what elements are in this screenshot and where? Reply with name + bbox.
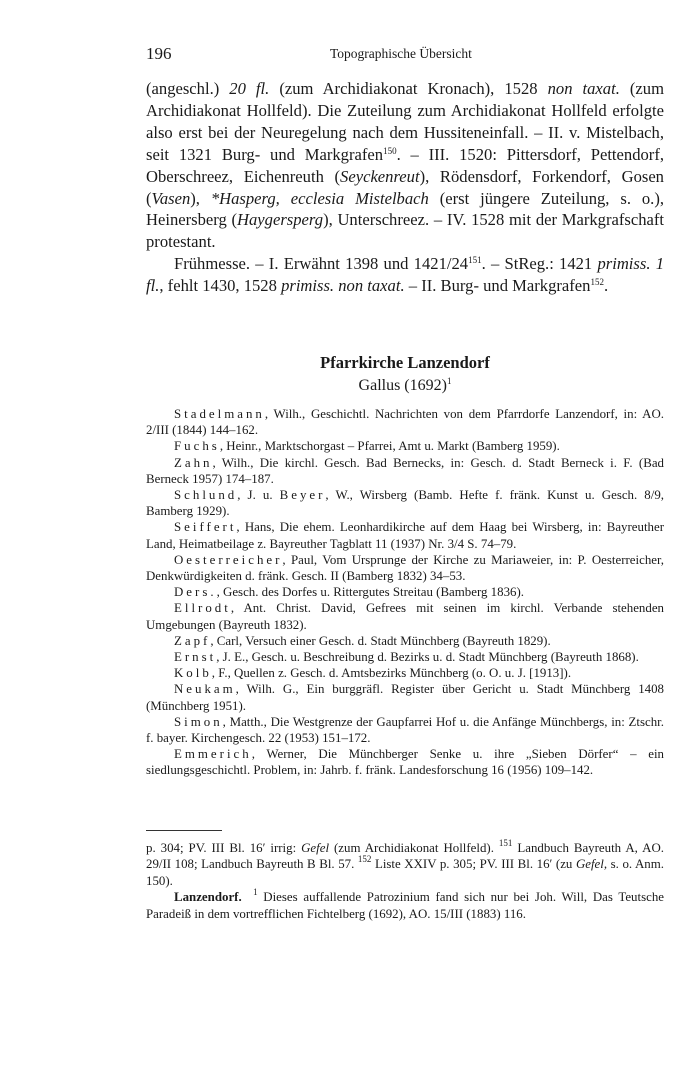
bibliography-entry bbox=[146, 438, 664, 454]
text-run: Frühmesse. – I. Erwähnt 1398 und 1421/24 bbox=[174, 254, 469, 274]
bibliography-details: , Wilh., Die kirchl. Gesch. Bad Bernecks, in: Gesch. d. Stadt Berneck i. F. (Bad Berneck 1957) 174–187. bbox=[146, 455, 664, 486]
bibliography-details: , Matth., Die Westgrenze der Gaupfarrei Hof u. die Anfänge Münchbergs, in: Ztschr. f. bayer. Kirchengesch. 22 (1953) 151–172. bbox=[146, 714, 664, 746]
bibliography-entry bbox=[146, 552, 664, 584]
text-run: 20 fl. bbox=[229, 79, 270, 98]
bibliography-entry bbox=[146, 633, 664, 649]
text-run: s. o. Anm. 150). bbox=[146, 857, 664, 888]
footnote-heading: Lanzendorf. bbox=[174, 890, 242, 905]
bibliography-entry bbox=[146, 665, 664, 681]
text-run: Vasen bbox=[151, 188, 191, 208]
bibliography-author: Kolb bbox=[174, 666, 212, 681]
bibliography-author: Ders. bbox=[174, 585, 217, 600]
text-run: Landbuch Bayreuth A, AO. 29/II 108; Landbuch Bayreuth B Bl. 57. bbox=[146, 841, 664, 872]
footnote-ref: 1 bbox=[446, 376, 452, 386]
footnote-ref: 151 bbox=[468, 255, 482, 266]
bibliography-entry bbox=[146, 406, 664, 438]
text-run: Dieses auffallende Patrozinium fand sich nur bei Joh. Will, Das Teutsche Paradeiß in dem vortrefflichen Fichtelberg (1692), AO. 15/III (1883) 116. bbox=[146, 890, 664, 921]
patrocinium: Gallus (1692) bbox=[358, 377, 447, 394]
bibliography-author: Beyer bbox=[279, 488, 326, 503]
text-run: . bbox=[603, 276, 609, 296]
text-run: *Hasperg, ecclesia Mistelbach bbox=[210, 188, 429, 208]
bibliography-details: , F., Quellen z. Gesch. d. Amtsbezirks Münchberg (o. O. u. J. [1913]). bbox=[211, 666, 572, 681]
bibliography-details: , Wilh., Geschichtl. Nachrichten von dem Pfarrdorfe Lanzendorf, in: AO. 2/III (1844) 144–162. bbox=[146, 407, 664, 438]
footnote-number: 152 bbox=[357, 854, 372, 865]
footnote-paragraph bbox=[146, 840, 664, 889]
bibliography-entry bbox=[146, 584, 664, 600]
bibliography-details: , Werner, Die Münchberger Senke u. ihre „Sieben Dörfer“ – ein siedlungsgeschichtl. Problem, in: Jahrb. f. fränk. Landesforschung 16 (1956) 109–142. bbox=[146, 747, 664, 778]
footnote-number: 151 bbox=[498, 838, 513, 848]
text-run: , fehlt 1430, 1528 bbox=[159, 276, 282, 296]
bibliography-details: , Carl, Versuch einer Gesch. d. Stadt Münchberg (Bayreuth 1829). bbox=[210, 633, 551, 648]
footnote-ref: 150 bbox=[383, 145, 397, 156]
upper-text-block bbox=[146, 78, 664, 297]
bibliography-author: Zahn bbox=[174, 455, 213, 470]
bibliography-author: Oesterreicher bbox=[174, 552, 283, 567]
section-subtitle bbox=[146, 377, 664, 395]
text-run: ), bbox=[190, 188, 211, 208]
bibliography-details: , Hans, Die ehem. Leonhardikirche auf dem Haag bei Wirsberg, in: Bayreuther Land, Heimatbeilage z. Bayreuther Tagblatt 11 (1937) Nr. 3/4 S. 74–79. bbox=[146, 520, 664, 551]
bibliography-author: Seiffert bbox=[174, 520, 237, 535]
paragraph-mistelbach bbox=[146, 78, 664, 253]
text-run: (erst jüngere Zuteilung, s. o.), Heinersberg ( bbox=[146, 188, 664, 230]
bibliography-list bbox=[146, 406, 664, 779]
footnotes-block bbox=[146, 840, 664, 922]
paragraph-fruehmesse bbox=[146, 253, 664, 297]
text-run: Liste XXIV p. 305; PV. III Bl. 16′ (zu bbox=[371, 857, 576, 872]
bibliography-author: Simon bbox=[174, 714, 223, 729]
text-run: (zum Archidiakonat Hollfeld). bbox=[329, 841, 499, 855]
bibliography-entry bbox=[146, 746, 664, 778]
text-run: Haygersperg bbox=[237, 210, 324, 230]
text-run: (angeschl.) bbox=[146, 79, 230, 98]
bibliography-author: Emmerich bbox=[174, 747, 252, 762]
text-run: non taxat. bbox=[547, 79, 620, 98]
text-run: Seyckenreut bbox=[340, 166, 420, 186]
text-run: ), Unterschreez. – IV. 1528 mit der Markgrafschaft protestant. bbox=[146, 210, 664, 252]
text-run: Gefel, bbox=[575, 857, 608, 872]
text-run: primiss. 1 fl. bbox=[146, 254, 664, 296]
footnote-rule bbox=[146, 830, 222, 831]
bibliography-details: , Ant. Christ. David, Gefrees mit seinen im kirchl. Verbande stehenden Umgebungen (Bayreuth 1832). bbox=[146, 601, 664, 632]
bibliography-author: Ernst bbox=[174, 650, 217, 665]
bibliography-details: , Heinr., Marktschorgast – Pfarrei, Amt u. Markt (Bamberg 1959). bbox=[219, 439, 560, 454]
text-run: ), Rödensdorf, Forkendorf, Gosen ( bbox=[146, 166, 664, 208]
bibliography-details: , Paul, Vom Ursprunge der Kirche zu Mariaweier, in: P. Oesterreicher, Denkwürdigkeiten d. fränk. Gesch. II (Bamberg 1832) 34–53. bbox=[146, 552, 664, 584]
page-number: 196 bbox=[146, 44, 172, 63]
bibliography-author: Schlund bbox=[174, 488, 238, 503]
bibliography-author: Zapf bbox=[174, 633, 211, 648]
bibliography-details: , Wilh. G., Ein burggräfl. Register über Gericht u. Stadt Münchberg 1408 (Münchberg 1951). bbox=[146, 682, 664, 713]
bibliography-entry bbox=[146, 649, 664, 665]
bibliography-entry bbox=[146, 600, 664, 632]
bibliography-author: Ellrodt bbox=[174, 601, 231, 616]
text-run: Gefel bbox=[301, 841, 330, 855]
bibliography-author: Neukam bbox=[174, 682, 236, 697]
bibliography-author: Stadelmann bbox=[174, 407, 265, 421]
section-title: Pfarrkirche Lanzendorf bbox=[320, 353, 490, 372]
text-run: primiss. non taxat. bbox=[281, 276, 405, 296]
bibliography-details: , W., Wirsberg (Bamb. Hefte f. fränk. Kunst u. Gesch. 8/9, Bamberg 1929). bbox=[146, 488, 664, 519]
bibliography-entry bbox=[146, 487, 664, 519]
text-run: (zum Archidiakonat Kronach), 1528 bbox=[269, 79, 548, 98]
bibliography-entry bbox=[146, 681, 664, 713]
bibliography-entry bbox=[146, 519, 664, 551]
bibliography-entry bbox=[146, 714, 664, 746]
bibliography-details: , J. u. bbox=[237, 488, 280, 503]
text-run: . – III. 1520: Pittersdorf, Pettendorf, Oberschreez, Eichenreuth ( bbox=[146, 144, 665, 186]
text-run: . – StReg.: 1421 bbox=[481, 254, 598, 274]
running-head: Topographische Übersicht bbox=[330, 46, 472, 61]
bibliography-details: , J. E., Gesch. u. Beschreibung d. Bezirks u. d. Stadt Münchberg (Bayreuth 1868). bbox=[216, 650, 639, 665]
bibliography-author: Fuchs bbox=[174, 439, 220, 454]
footnote-lanzendorf bbox=[146, 889, 664, 922]
text-run: (zum Archidiakonat Hollfeld). Die Zuteilung zum Archidiakonat Hollfeld erfolgte also erst bei der Neuregelung nach dem Hussiteneinfall. – II. v. Mistelbach, seit 1321 Burg- und Markgrafen bbox=[146, 79, 664, 164]
bibliography-details: , Gesch. des Dorfes u. Rittergutes Streitau (Bamberg 1836). bbox=[216, 585, 524, 600]
text-run: p. 304; PV. III Bl. 16′ irrig: bbox=[146, 841, 302, 855]
footnote-number: 1 bbox=[253, 887, 258, 898]
footnote-ref: 152 bbox=[590, 277, 604, 288]
bibliography-entry bbox=[146, 455, 664, 487]
text-run: – II. Burg- und Markgrafen bbox=[404, 276, 591, 296]
